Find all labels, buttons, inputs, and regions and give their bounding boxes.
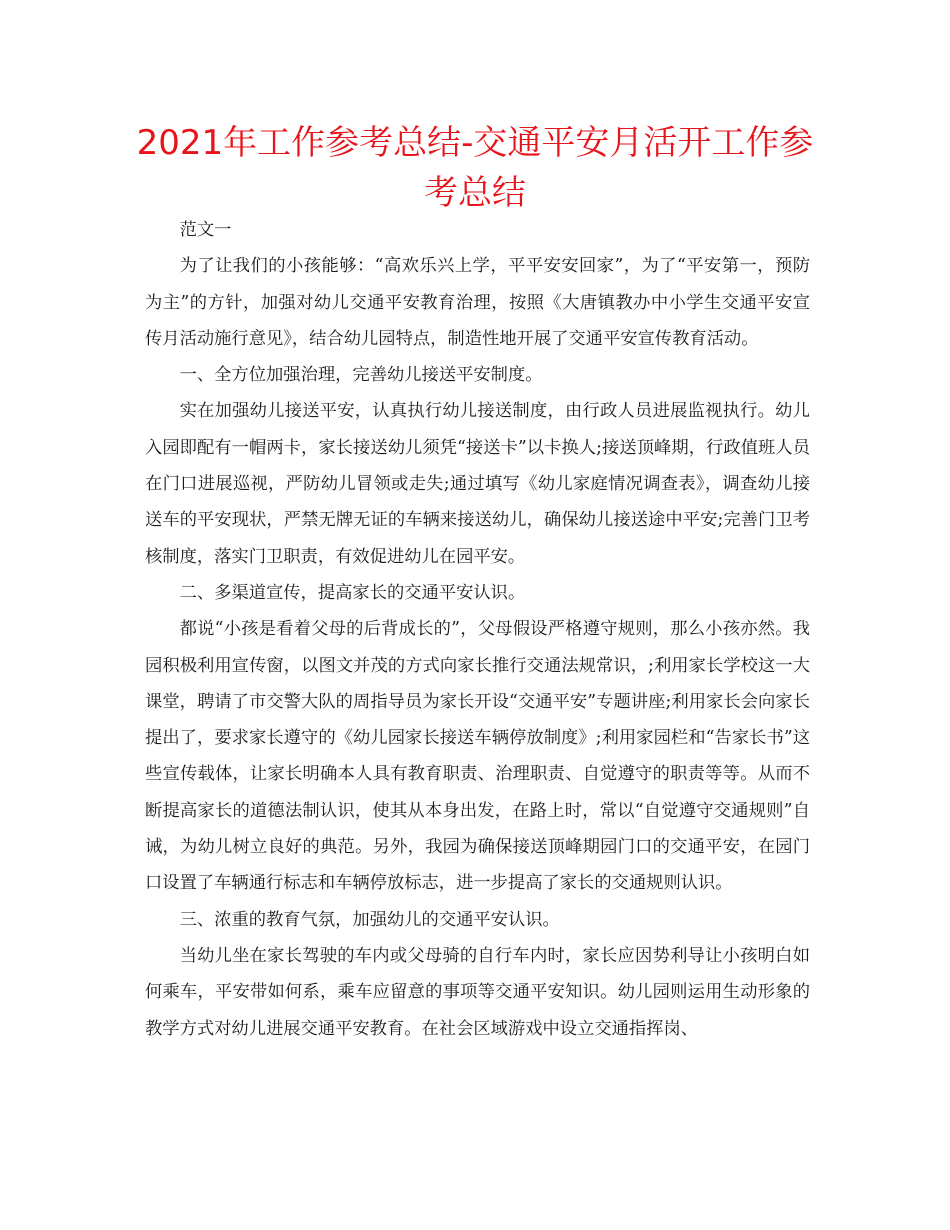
paragraph-section-3: 当幼儿坐在家长驾驶的车内或父母骑的自行车内时，家长应因势利导让小孩明白如何乘车，平安带如何系，乘车应留意的事项等交通平安知识。幼儿园则运用生动形象的教学方式对幼儿进展交通平安教育。在社会区域游戏中设立交通指挥岗、 xyxy=(145,945,810,1039)
document-title: 2021年工作参考总结-交通平安月活开工作参考总结 xyxy=(136,123,814,213)
document-body xyxy=(145,212,810,1047)
paragraph-section-2: 都说“小孩是看着父母的后背成长的”，父母假设严格遵守规则，那么小孩亦然。我园积极利用宣传窗，以图文并茂的方式向家长推行交通法规常识，;利用家长学校这一大课堂，聘请了市交警大队的周指导员为家长开设“交通平安”专题讲座;利用家长会向家长提出了，要求家长遵守的《幼儿园家长接送车辆停放制度》;利用家园栏和“告家长书”这些宣传载体，让家长明确本人具有教育职责、治理职责、自觉遵守的职责等等。从而不断提高家长的道德法制认识，使其从本身出发，在路上时，常以“自觉遵守交通规则”自诫，为幼儿树立良好的典范。另外，我园为确保接送顶峰期园门口的交通平安，在园门口设置了车辆通行标志和车辆停放标志，进一步提高了家长的交通规则认识。 xyxy=(145,619,810,894)
paragraph-intro: 为了让我们的小孩能够：“高欢乐兴上学，平平安安回家”，为了“平安第一，预防为主”的方针，加强对幼儿交通平安教育治理，按照《大唐镇教办中小学生交通平安宣传月活动施行意见》，结合幼儿园特点，制造性地开展了交通平安宣传教育活动。 xyxy=(145,256,810,349)
section-heading-1: 一、全方位加强治理，完善幼儿接送平安制度。 xyxy=(179,365,543,386)
section-heading-2: 二、多渠道宣传，提高家长的交通平安认识。 xyxy=(179,582,526,603)
section-heading-3: 三、浓重的教育气氛，加强幼儿的交通平安认识。 xyxy=(179,909,560,930)
paragraph-sample-label: 范文一 xyxy=(179,220,232,240)
paragraph-section-1: 实在加强幼儿接送平安，认真执行幼儿接送制度，由行政人员进展监视执行。幼儿入园即配有一帽两卡，家长接送幼儿须凭“接送卡”以卡换人;接送顶峰期，行政值班人员在门口进展巡视，严防幼儿冒领或走失;通过填写《幼儿家庭情况调查表》，调查幼儿接送车的平安现状，严禁无牌无证的车辆来接送幼儿，确保幼儿接送途中平安;完善门卫考核制度，落实门卫职责，有效促进幼儿在园平安。 xyxy=(145,401,810,567)
